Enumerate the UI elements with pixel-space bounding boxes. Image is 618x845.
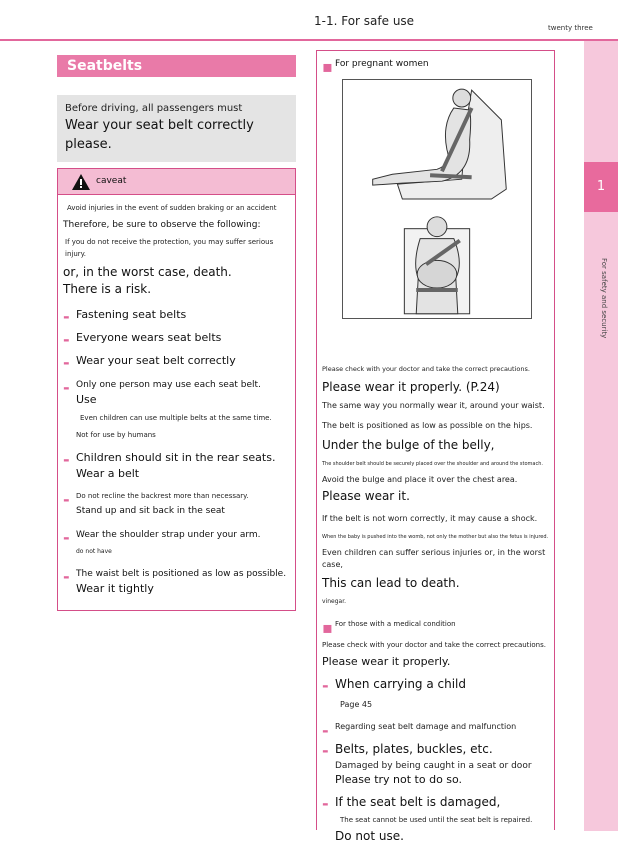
text-line: Damaged by being caught in a seat or door — [335, 761, 532, 771]
pregnant-seatbelt-illustration — [342, 79, 532, 319]
text-line: vinegar. — [322, 598, 347, 605]
header-divider — [0, 39, 618, 41]
text-line: When the baby is pushed into the womb, not only the mother but also the fetus is injured. — [322, 534, 549, 540]
page-header-title: 1-1. For safe use — [314, 14, 415, 28]
child-heading: - When carrying a child — [322, 676, 467, 695]
text-line: Please check with your doctor and take the correct precautions. — [322, 365, 530, 373]
text-line: Avoid the bulge and place it over the chest area. — [322, 475, 518, 484]
section-title: Seatbelts — [57, 55, 296, 77]
text-line: The shoulder belt should be securely placed over the shoulder and around the stomach. — [322, 461, 543, 467]
right-column-box — [316, 50, 555, 843]
text-line: Please wear it properly. — [322, 655, 451, 668]
list-item: - Only one person may use each seat belt. Use Even children can use multiple belts at the same time. Not for use by humans — [63, 378, 272, 439]
text-line: Please check with your doctor and take the correct precautions. — [322, 641, 546, 649]
caveat-body — [58, 195, 295, 597]
warning-triangle-icon — [71, 173, 91, 191]
caveat-line-5: There is a risk. — [63, 282, 152, 296]
text-line: The same way you normally wear it, around your waist. — [322, 401, 545, 410]
side-strip — [584, 41, 618, 831]
list-item: - Children should sit in the rear seats. Wear a belt — [63, 450, 276, 480]
medical-heading: ▪ For those with a medical condition — [322, 618, 456, 637]
intro-line-2: Wear your seat belt correctly please. — [65, 118, 254, 152]
text-line: Even children can suffer serious injuries or, in the worst case, — [322, 548, 546, 569]
text-line: The seat cannot be used until the seat belt is repaired. — [340, 816, 533, 824]
text-line: Please try not to do so. — [335, 773, 463, 786]
intro-box — [57, 95, 296, 162]
belts-heading: - Belts, plates, buckles, etc. — [322, 741, 493, 760]
caveat-line-2: Therefore, be sure to observe the following: — [63, 220, 261, 230]
caveat-line-3: If you do not receive the protection, you may suffer serious injury. — [65, 238, 274, 258]
text-line: Please wear it properly. (P.24) — [322, 380, 500, 394]
list-item: - Wear the shoulder strap under your arm. do not have — [63, 528, 261, 555]
text-line: Do not use. — [335, 829, 404, 843]
text-line: The belt is positioned as low as possible on the hips. — [322, 421, 533, 430]
chapter-tab: 1 — [584, 162, 618, 212]
caveat-line-4: or, in the worst case, death. — [63, 265, 232, 279]
page-reference: Page 45 — [340, 700, 373, 709]
list-item: - Do not recline the backrest more than necessary. Stand up and sit back in the seat — [63, 490, 249, 516]
caveat-box — [57, 168, 296, 611]
list-item: - The waist belt is positioned as low as possible. Wear it tightly — [63, 567, 287, 595]
list-item: - Wear your seat belt correctly — [63, 353, 236, 372]
chapter-label: For safety and security — [600, 258, 608, 339]
pregnant-heading: ▪ For pregnant women — [322, 57, 429, 76]
intro-line-1: Before driving, all passengers must — [65, 103, 243, 114]
damaged-heading: - If the seat belt is damaged, — [322, 794, 501, 813]
damage-heading: - Regarding seat belt damage and malfunction — [322, 721, 517, 740]
list-item: - Fastening seat belts — [63, 307, 187, 326]
caveat-label: caveat — [96, 176, 127, 186]
text-line: If the belt is not worn correctly, it may cause a shock. — [322, 514, 538, 523]
caveat-header — [58, 169, 295, 195]
text-line: This can lead to death. — [322, 576, 460, 590]
text-line: Under the bulge of the belly, — [322, 438, 495, 452]
page-number-label: twenty three — [548, 24, 593, 32]
text-line: Please wear it. — [322, 489, 410, 503]
list-item: - Everyone wears seat belts — [63, 330, 222, 349]
caveat-line-1: Avoid injuries in the event of sudden braking or an accident — [67, 204, 277, 212]
